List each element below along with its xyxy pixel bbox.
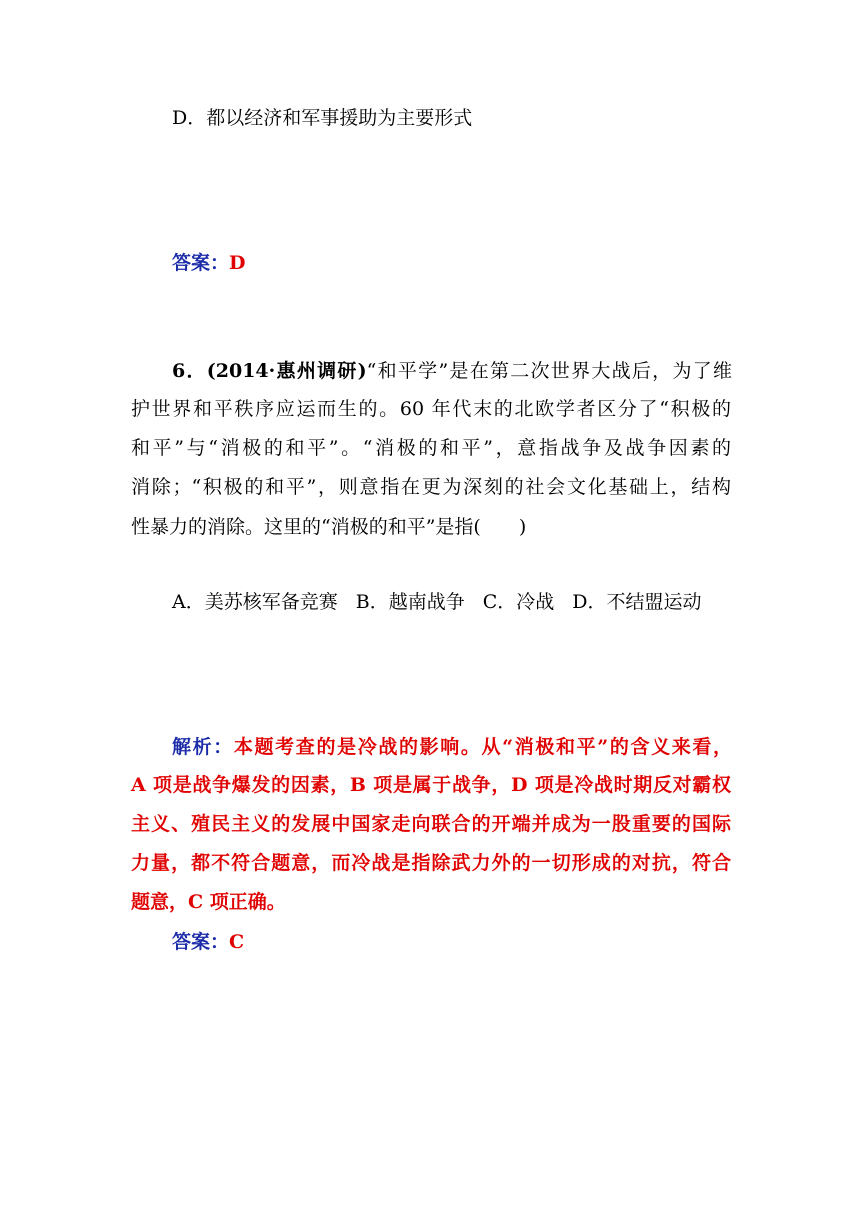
analysis-line-1	[172, 734, 732, 760]
question-6-options	[172, 589, 732, 615]
option-d: D．不结盟运动	[572, 591, 702, 613]
answer-value: D	[229, 252, 246, 274]
question-number: 6．	[172, 360, 207, 382]
answer-value: C	[229, 931, 245, 953]
question-6-line-2: 护世界和平秩序应运而生的。60 年代末的北欧学者区分了“积极的	[131, 398, 731, 420]
question-6-line-5: 性暴力的消除。这里的“消极的和平”是指( )	[131, 516, 527, 538]
analysis-line-2: A 项是战争爆发的因素，B 项是属于战争，D 项是冷战时期反对霸权	[131, 774, 731, 796]
question-6-answer	[172, 929, 732, 955]
answer-label: 答案：	[172, 252, 230, 274]
question-6-line-4: 消除；“积极的和平”，则意指在更为深刻的社会文化基础上，结构	[131, 476, 731, 498]
question-6-line-3: 和平”与“消极的和平”。“消极的和平”，意指战争及战争因素的	[131, 437, 731, 459]
option-c: C．冷战	[482, 591, 555, 613]
question-6-line-1	[172, 358, 732, 384]
analysis-text: 本题考查的是冷战的影响。从“消极和平”的含义来看，	[233, 736, 732, 758]
analysis-line-3: 主义、殖民主义的发展中国家走向联合的开端并成为一股重要的国际	[131, 813, 731, 835]
question-text: “和平学”是在第二次世界大战后，为了维	[366, 360, 732, 382]
previous-answer	[172, 250, 732, 276]
option-a: A．美苏核军备竞赛	[172, 591, 338, 613]
option-b: B．越南战争	[355, 591, 465, 613]
analysis-label: 解析：	[172, 736, 234, 758]
answer-label: 答案：	[172, 931, 230, 953]
analysis-line-4: 力量，都不符合题意，而冷战是指除武力外的一切形成的对抗，符合	[131, 852, 731, 874]
previous-option-d: D．都以经济和军事援助为主要形式	[172, 107, 473, 129]
analysis-line-5: 题意，C 项正确。	[131, 891, 286, 913]
question-source: (2014·惠州调研)	[206, 360, 367, 382]
